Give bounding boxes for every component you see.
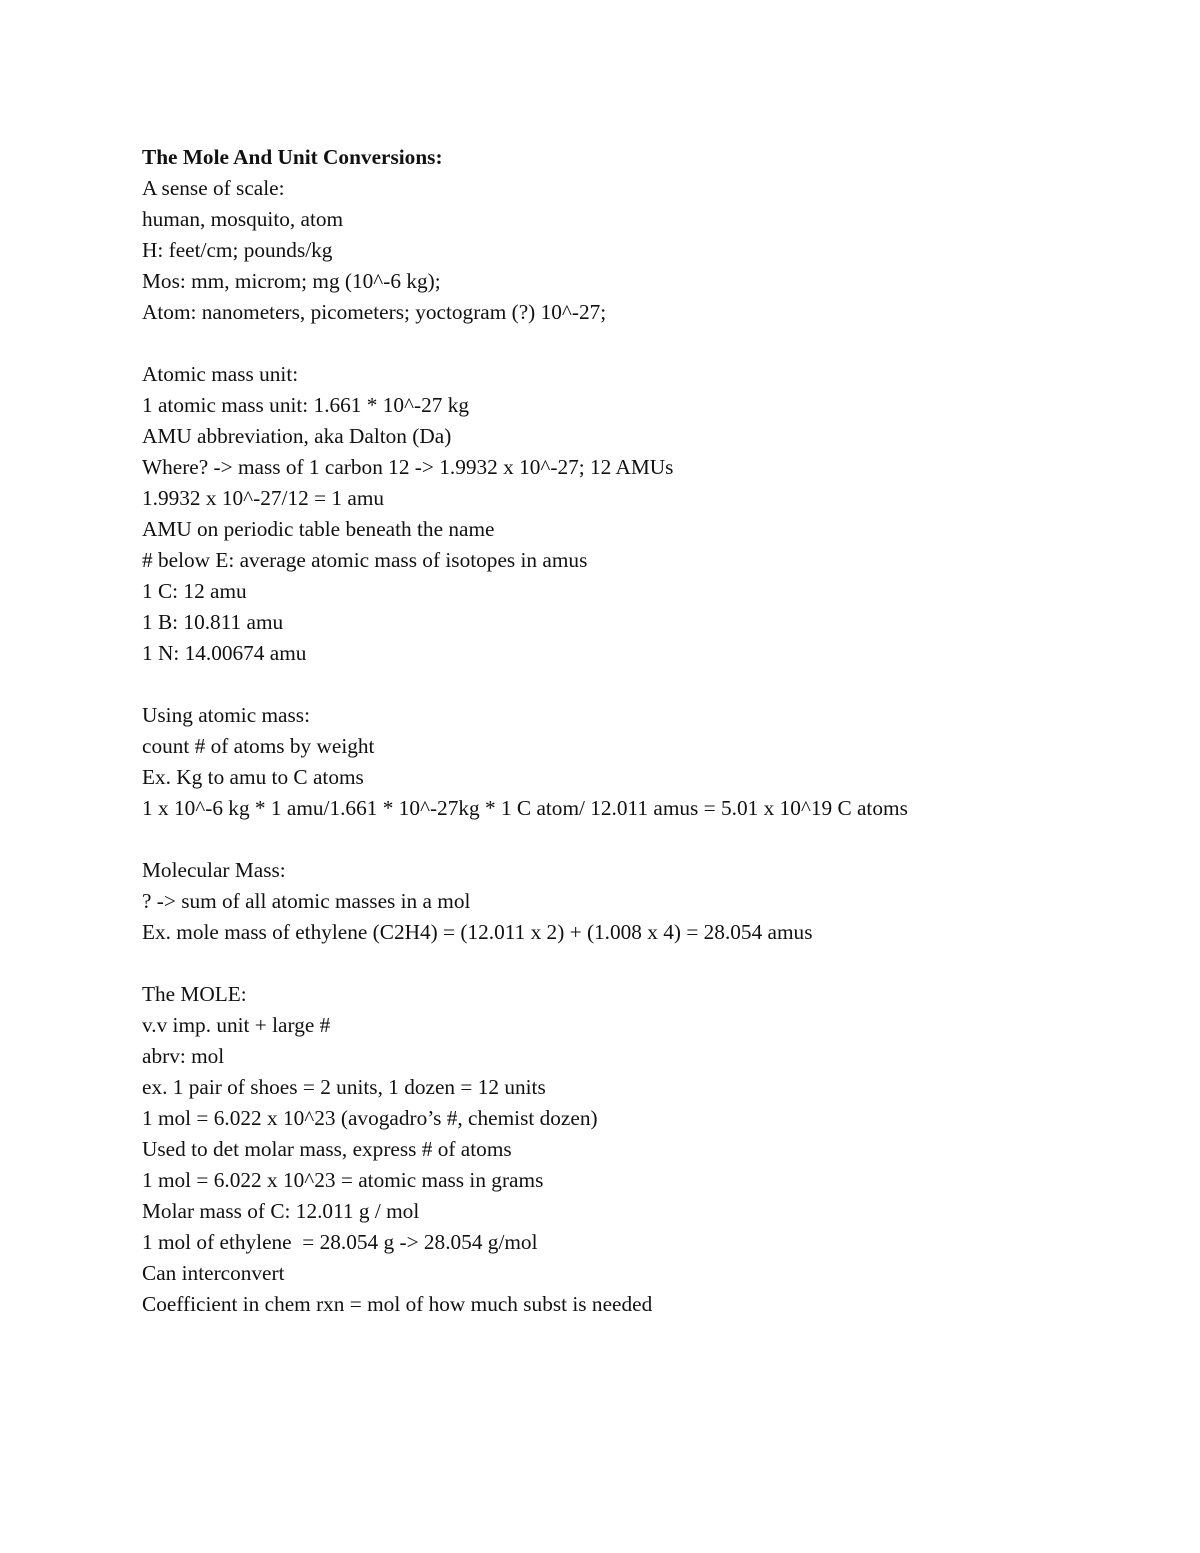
text-line: Can interconvert bbox=[142, 1261, 285, 1285]
text-line: Used to det molar mass, express # of atoms bbox=[142, 1137, 512, 1161]
text-line: v.v imp. unit + large # bbox=[142, 1013, 331, 1037]
text-line: 1 mol of ethylene = 28.054 g -> 28.054 g/mol bbox=[142, 1230, 538, 1254]
text-line: 1 B: 10.811 amu bbox=[142, 610, 284, 634]
section-heading: The MOLE: bbox=[142, 982, 247, 1006]
text-line: Atom: nanometers, picometers; yoctogram (?) 10^-27; bbox=[142, 300, 607, 324]
document-title: The Mole And Unit Conversions: bbox=[142, 145, 443, 169]
text-line: Ex. Kg to amu to C atoms bbox=[142, 765, 364, 789]
text-line: 1 x 10^-6 kg * 1 amu/1.661 * 10^-27kg * 1 C atom/ 12.011 amus = 5.01 x 10^19 C atoms bbox=[142, 796, 908, 820]
section-heading: Atomic mass unit: bbox=[142, 362, 299, 386]
text-line: 1.9932 x 10^-27/12 = 1 amu bbox=[142, 486, 385, 510]
text-line: AMU abbreviation, aka Dalton (Da) bbox=[142, 424, 452, 448]
blank-line bbox=[142, 948, 1142, 979]
text-line: A sense of scale: bbox=[142, 176, 285, 200]
text-line: ex. 1 pair of shoes = 2 units, 1 dozen = 12 units bbox=[142, 1075, 546, 1099]
blank-line bbox=[142, 824, 1142, 855]
text-line: ? -> sum of all atomic masses in a mol bbox=[142, 889, 471, 913]
text-line: H: feet/cm; pounds/kg bbox=[142, 238, 333, 262]
text-line: Coefficient in chem rxn = mol of how much subst is needed bbox=[142, 1292, 653, 1316]
text-line: # below E: average atomic mass of isotopes in amus bbox=[142, 548, 588, 572]
document-body bbox=[142, 142, 1142, 1320]
text-line: Where? -> mass of 1 carbon 12 -> 1.9932 x 10^-27; 12 AMUs bbox=[142, 455, 674, 479]
section-heading: Using atomic mass: bbox=[142, 703, 310, 727]
blank-line bbox=[142, 328, 1142, 359]
text-line: AMU on periodic table beneath the name bbox=[142, 517, 495, 541]
text-line: 1 C: 12 amu bbox=[142, 579, 247, 603]
blank-line bbox=[142, 669, 1142, 700]
text-line: Mos: mm, microm; mg (10^-6 kg); bbox=[142, 269, 441, 293]
section-heading: Molecular Mass: bbox=[142, 858, 286, 882]
text-line: 1 mol = 6.022 x 10^23 = atomic mass in grams bbox=[142, 1168, 544, 1192]
text-line: 1 mol = 6.022 x 10^23 (avogadro’s #, chemist dozen) bbox=[142, 1106, 598, 1130]
text-line: human, mosquito, atom bbox=[142, 207, 344, 231]
text-line: 1 N: 14.00674 amu bbox=[142, 641, 307, 665]
text-line: 1 atomic mass unit: 1.661 * 10^-27 kg bbox=[142, 393, 470, 417]
text-line: Molar mass of C: 12.011 g / mol bbox=[142, 1199, 420, 1223]
text-line: Ex. mole mass of ethylene (C2H4) = (12.011 x 2) + (1.008 x 4) = 28.054 amus bbox=[142, 920, 813, 944]
text-line: count # of atoms by weight bbox=[142, 734, 375, 758]
text-line: abrv: mol bbox=[142, 1044, 225, 1068]
